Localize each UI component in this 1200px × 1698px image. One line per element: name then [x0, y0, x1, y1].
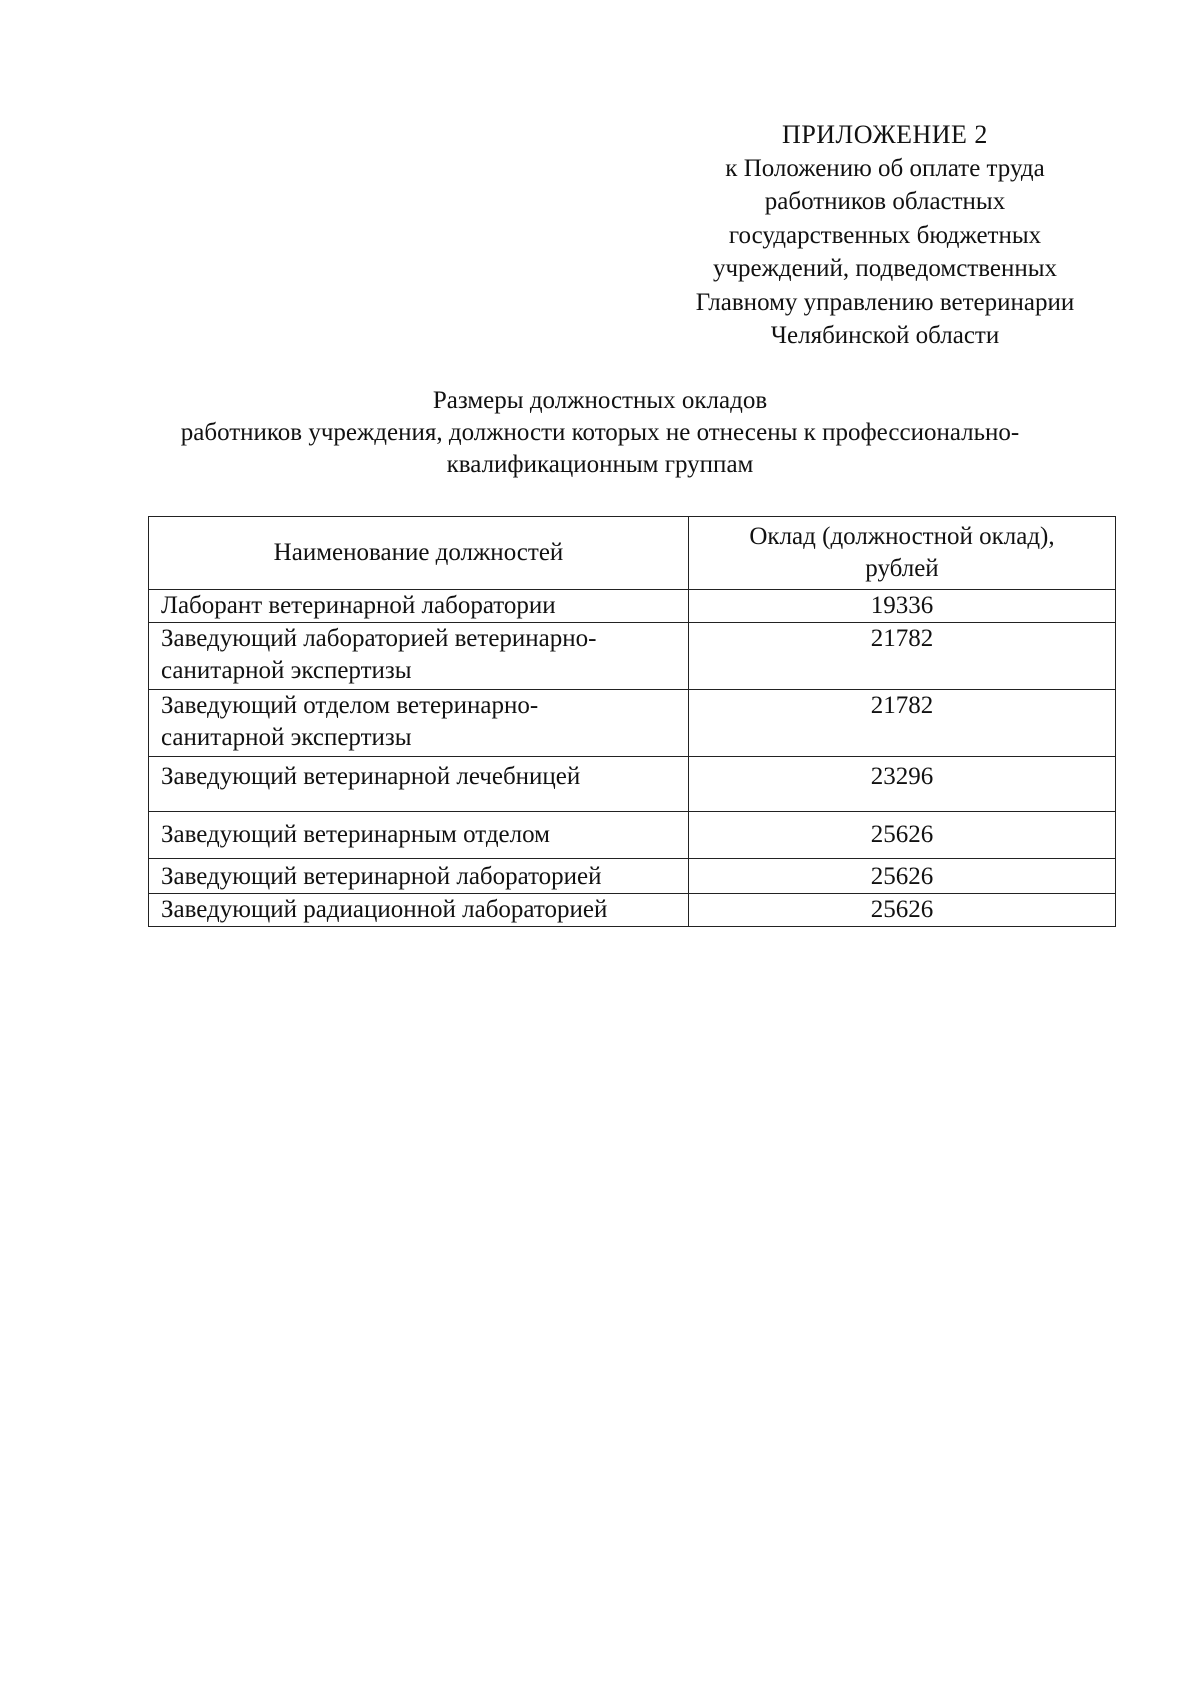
position-name-cell: [149, 757, 689, 812]
document-heading: [120, 385, 1080, 481]
header-salary: [689, 517, 1116, 590]
position-name-line: санитарной экспертизы: [161, 657, 412, 684]
appendix-line: учреждений, подведомственных: [712, 255, 1058, 282]
table-row: [149, 590, 1116, 623]
table-header-row: [149, 517, 1116, 590]
appendix-line: работников областных: [764, 188, 1006, 215]
position-name-line: Заведующий ветеринарной лабораторией: [161, 863, 602, 890]
heading-line: квалификационным группам: [446, 451, 754, 478]
position-name-line: Заведующий отделом ветеринарно-: [161, 692, 539, 719]
salary-cell: 23296: [689, 757, 1116, 812]
position-name-line: Заведующий лабораторией ветеринарно-: [161, 625, 597, 652]
salary-cell: 25626: [689, 894, 1116, 927]
position-name-cell: [149, 859, 689, 894]
table-row: [149, 623, 1116, 690]
position-name-line: Лаборант ветеринарной лаборатории: [161, 592, 556, 619]
appendix-line: государственных бюджетных: [728, 221, 1042, 249]
position-name-cell: [149, 812, 689, 859]
appendix-title: ПРИЛОЖЕНИЕ 2: [782, 120, 988, 149]
table-row: [149, 894, 1116, 927]
position-name-cell: [149, 894, 689, 927]
table-row: [149, 690, 1116, 757]
header-salary-line: Оклад (должностной оклад),: [749, 523, 1055, 550]
table-row: [149, 812, 1116, 859]
position-name-cell: [149, 690, 689, 757]
salary-cell: 25626: [689, 812, 1116, 859]
position-name-cell: [149, 590, 689, 623]
table-row: [149, 859, 1116, 894]
appendix-line: к Положению об оплате труда: [725, 154, 1045, 182]
salary-cell: 25626: [689, 859, 1116, 894]
salary-cell: 21782: [689, 623, 1116, 690]
appendix-block: [640, 118, 1130, 353]
heading-line: Размеры должностных окладов: [432, 387, 768, 414]
header-salary-line: рублей: [865, 555, 939, 582]
appendix-line: Главному управлению ветеринарии: [695, 288, 1075, 316]
position-name-line: Заведующий ветеринарной лечебницей: [161, 763, 581, 790]
salary-cell: 21782: [689, 690, 1116, 757]
position-name-line: Заведующий ветеринарным отделом: [161, 821, 550, 848]
appendix-line: Челябинской области: [770, 322, 1000, 349]
header-position-name: Наименование должностей: [149, 517, 689, 590]
heading-line: работников учреждения, должности которых не отнесены к профессионально-: [180, 419, 1020, 446]
salary-table: [148, 516, 1116, 927]
position-name-line: санитарной экспертизы: [161, 724, 412, 751]
position-name-cell: [149, 623, 689, 690]
salary-cell: 19336: [689, 590, 1116, 623]
table-row: [149, 757, 1116, 812]
position-name-line: Заведующий радиационной лабораторией: [161, 896, 608, 923]
